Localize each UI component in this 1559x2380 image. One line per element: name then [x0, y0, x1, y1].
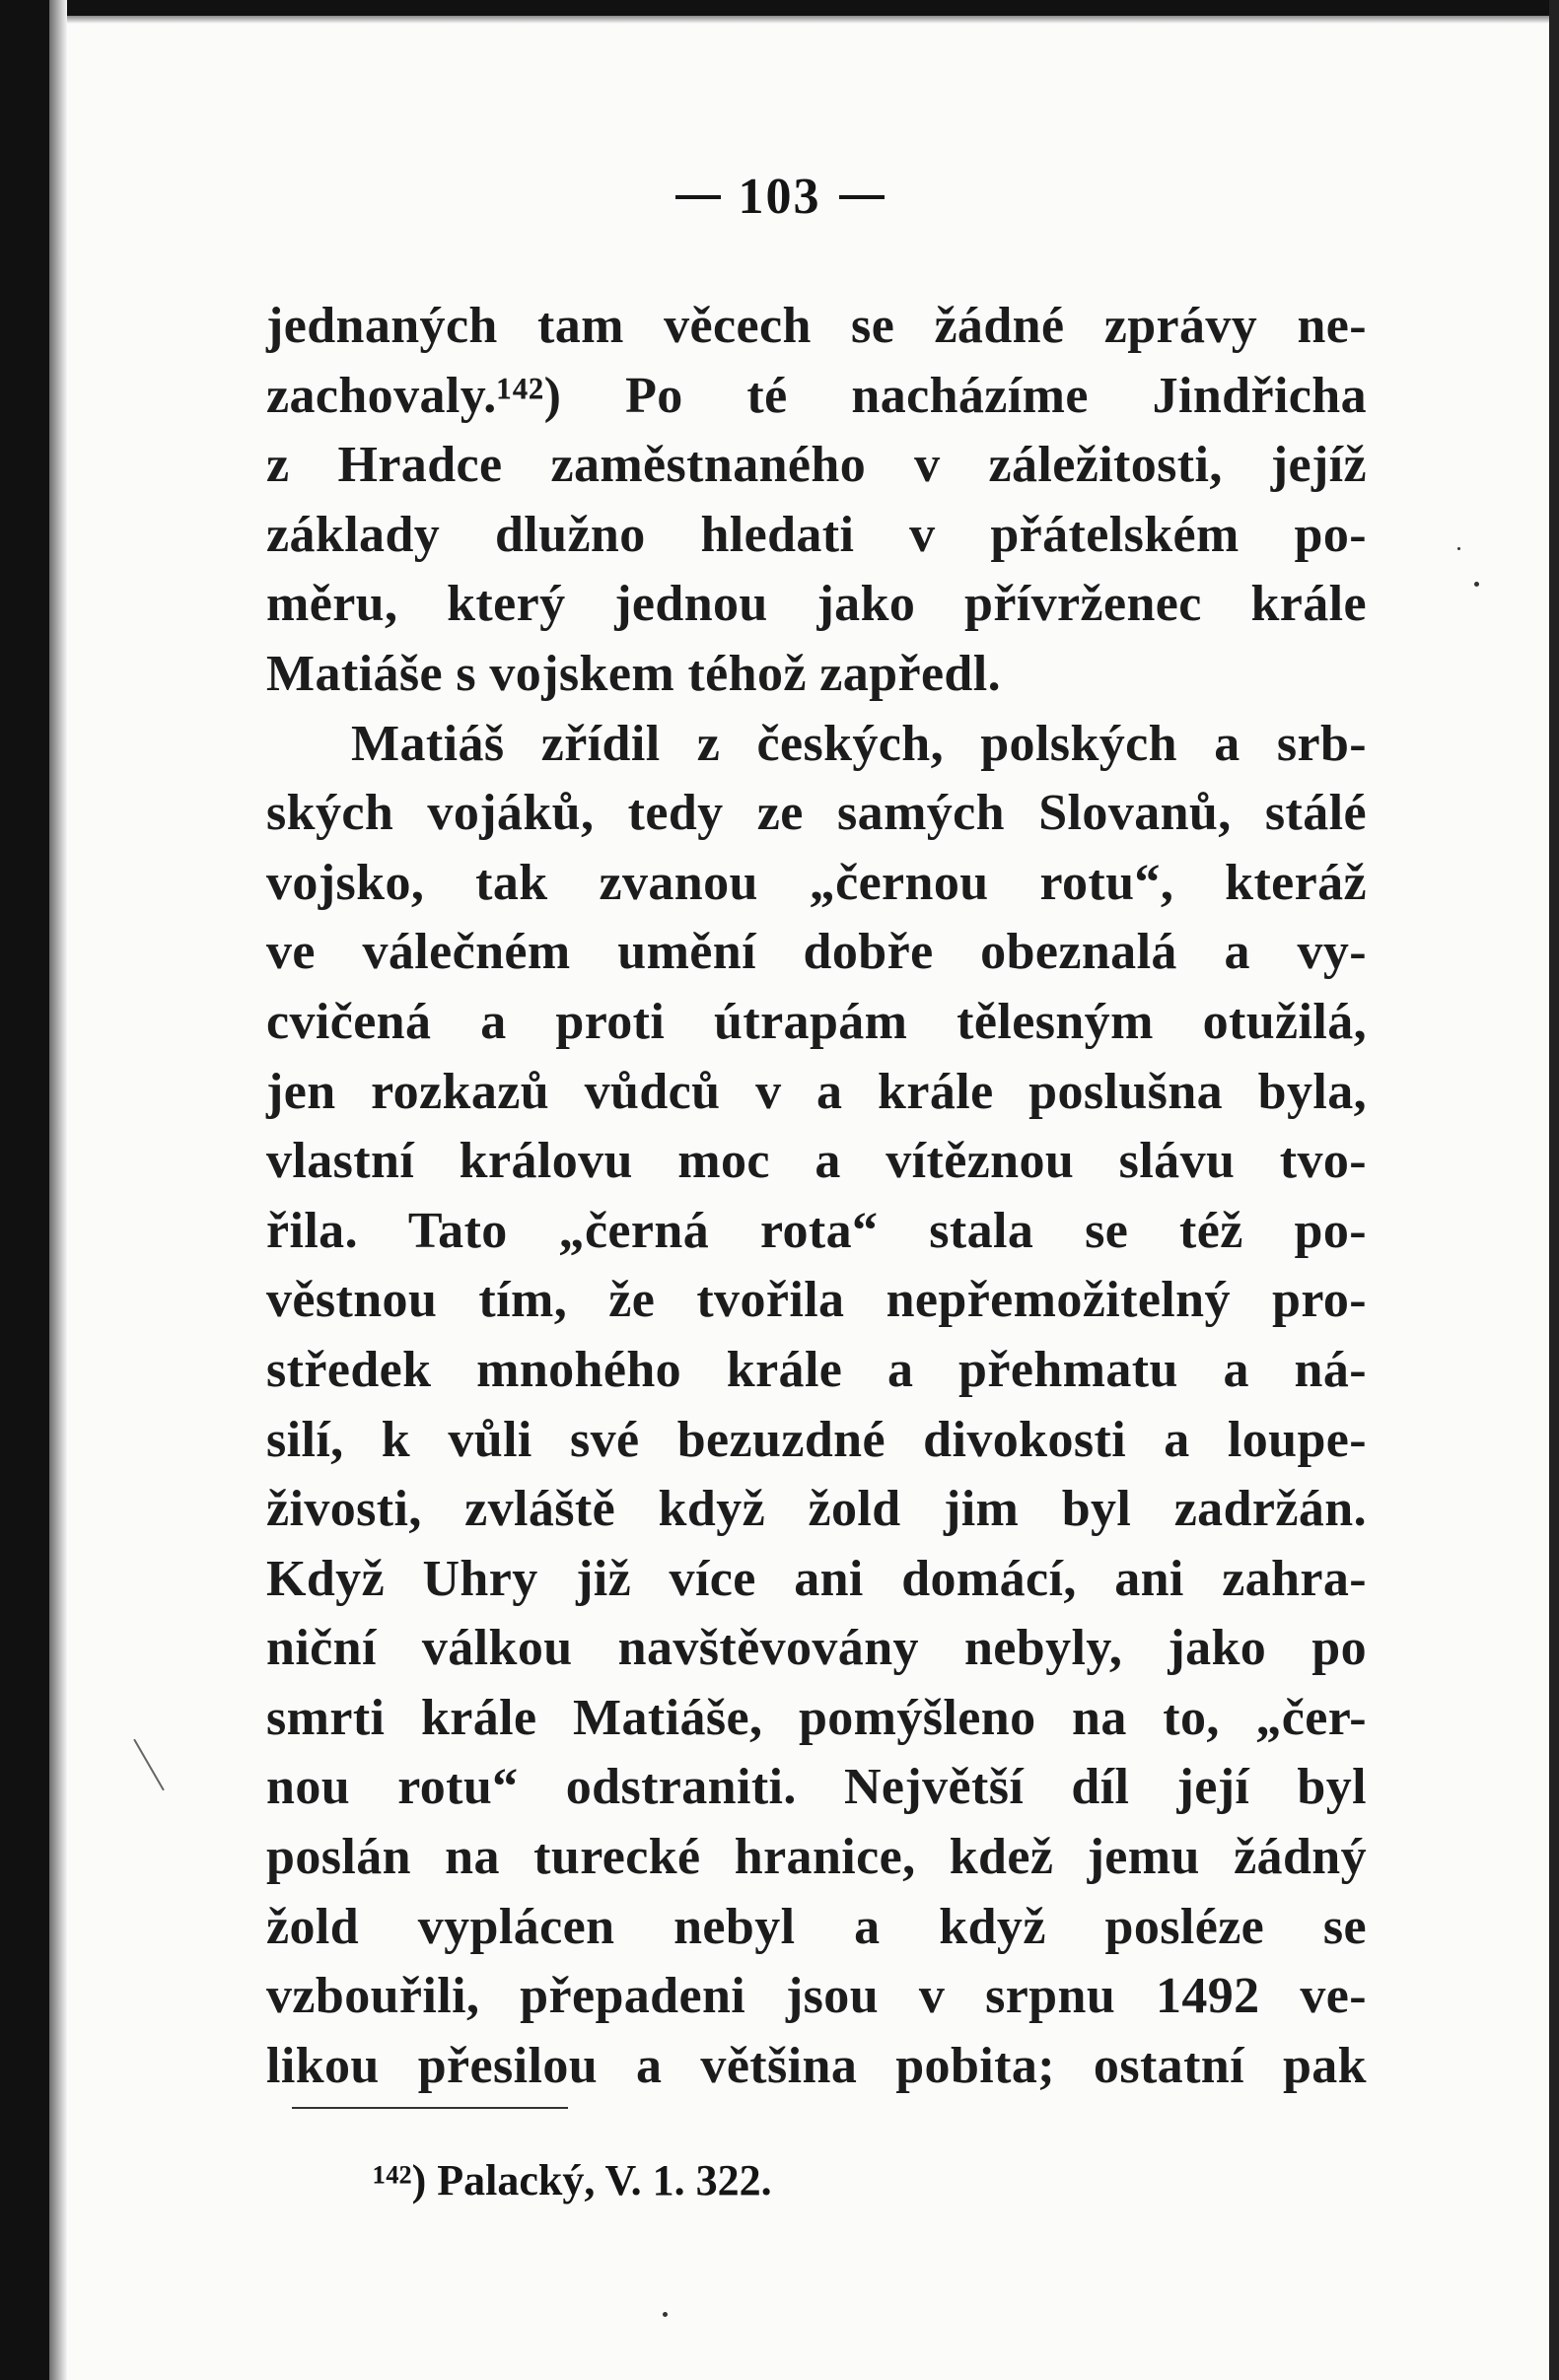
body-text: [266, 292, 1367, 2101]
text-line: řila. Tato „černá rota“ stala se též po-: [266, 1202, 1367, 1259]
text-line: likou přesilou a většina pobita; ostatní pak: [266, 2037, 1367, 2094]
scan-speck: [1457, 547, 1460, 550]
text-line: vlastní královu moc a vítěznou slávu tvo-: [266, 1133, 1367, 1190]
text-line: Když Uhry již více ani domácí, ani zahra-: [266, 1550, 1367, 1607]
scan-speck: [1474, 582, 1479, 587]
dash-left: [675, 195, 721, 199]
text-line: vzbouřili, přepadeni jsou v srpnu 1492 ve-: [266, 1968, 1367, 2025]
text-line: z Hradce zaměstnaného v záležitosti, jejíž: [266, 437, 1367, 494]
text-line-paragraph-start: Matiáš zřídil z českých, polských a srb-: [351, 715, 1367, 772]
scan-border-top-shadow: [0, 16, 1559, 24]
scan-border-left-shadow: [49, 0, 67, 2380]
text-line: měru, který jednou jako přívrženec krále: [266, 576, 1367, 633]
text-line: jen rozkazů vůdců v a krále poslušna byla,: [266, 1063, 1367, 1120]
text-line: silí, k vůli své bezuzdné divokosti a loupe-: [266, 1411, 1367, 1468]
page-number-header: [0, 168, 1559, 226]
footnote: ¹⁴²) Palacký, V. 1. 322.: [373, 2156, 772, 2205]
text-line: středek mnohého krále a přehmatu a ná-: [266, 1341, 1367, 1398]
text-line: poslán na turecké hranice, kdež jemu žádný: [266, 1829, 1367, 1886]
text-line: smrti krále Matiáše, pomýšleno na to, „čer-: [266, 1689, 1367, 1746]
text-line: vojsko, tak zvanou „černou rotu“, kteráž: [266, 854, 1367, 911]
text-line: žold vyplácen nebyl a když posléze se: [266, 1898, 1367, 1955]
page-number: 103: [738, 169, 821, 225]
text-line: ských vojáků, tedy ze samých Slovanů, stálé: [266, 785, 1367, 842]
text-line: zachovaly.¹⁴²) Po té nacházíme Jindřicha: [266, 367, 1367, 424]
text-line: Matiáše s vojskem téhož zapředl.: [266, 645, 1001, 702]
scan-speck: [133, 1739, 165, 1791]
text-line: niční válkou navštěvovány nebyly, jako po: [266, 1620, 1367, 1677]
text-line: jednaných tam věcech se žádné zprávy ne-: [266, 298, 1367, 354]
scan-border-top: [0, 0, 1559, 16]
scan-speck: [663, 2312, 668, 2317]
text-line: věstnou tím, že tvořila nepřemožitelný pro-: [266, 1272, 1367, 1329]
text-line: ve válečném umění dobře obeznalá a vy-: [266, 924, 1367, 981]
footnote-separator: [292, 2107, 568, 2109]
scan-border-right: [1549, 0, 1559, 2380]
text-line: cvičená a proti útrapám tělesným otužilá,: [266, 993, 1367, 1050]
text-line: živosti, zvláště když žold jim byl zadržán.: [266, 1481, 1367, 1538]
text-line: nou rotu“ odstraniti. Největší díl její byl: [266, 1759, 1367, 1816]
scan-border-left: [0, 0, 49, 2380]
text-line: základy dlužno hledati v přátelském po-: [266, 506, 1367, 563]
dash-right: [839, 195, 885, 199]
